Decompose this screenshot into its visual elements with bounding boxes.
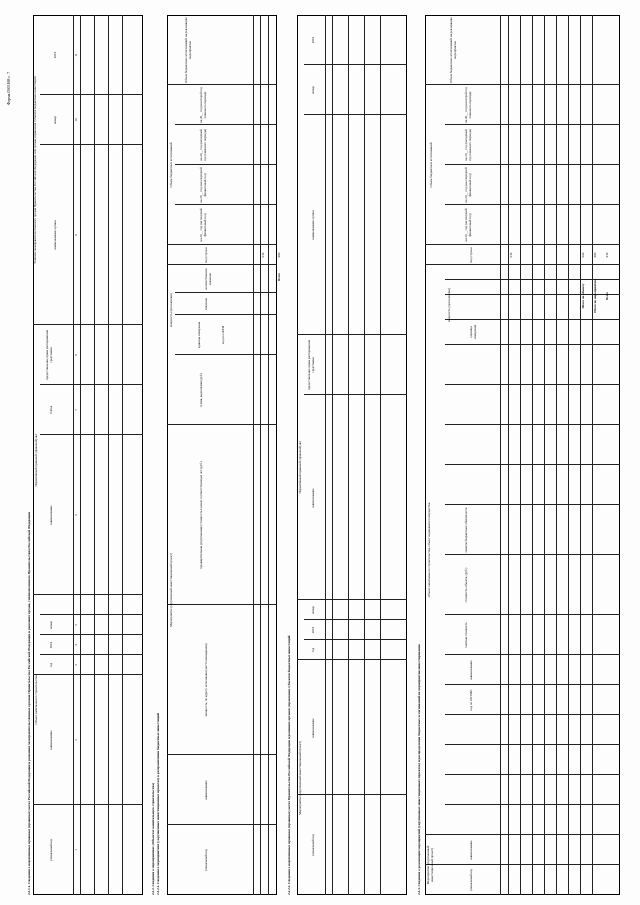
s4-total-all: Всего <box>605 292 609 300</box>
s1-n3: 3 <box>74 664 78 666</box>
s2-unit: единица измерения <box>197 321 201 349</box>
s3-code: уникальный код <box>311 834 315 856</box>
s1-n2: 2 <box>74 739 78 741</box>
s2-vol-2: на 20__ год (на очередной финансовый год) <box>199 167 207 203</box>
s2-vol-3: на 20__ год (на первый год планового периода) <box>199 129 207 161</box>
s4-unit: единица измерения <box>469 324 477 340</box>
s1-year-c: номер <box>49 620 53 630</box>
s1-act-limit: предоставление права распоряжения средствами <box>45 330 53 380</box>
s1-year-a: год <box>49 662 53 668</box>
s4-name: наименование <box>469 840 473 860</box>
s3-year-a: год <box>311 647 315 653</box>
s2-power: мощность (при наличии) <box>169 293 173 327</box>
s4-cost: сметная стоимость <box>464 622 468 648</box>
s2-val: значение <box>204 297 208 311</box>
section1-title: 2.2.1.1. Сведения о нормативных правовых (правовых) актах Российской Федерации и решениях межправительственных органов Правительства Российской Федерации и решениях органа, уполномоченного Правительством Российской Федерации <box>27 512 31 895</box>
s1-code: уникальный код <box>49 839 53 861</box>
s2-code: уникальный код <box>204 849 208 871</box>
s2-vol-header: Объем бюджетных ассигнований <box>169 142 173 188</box>
s1-n1: 1 <box>74 849 78 851</box>
s4-vol-header: Объем бюджетных ассигнований <box>429 142 433 188</box>
s4-stage: наименование <box>469 660 473 680</box>
s3-name: наименование <box>311 718 315 738</box>
s1-n6: 6 <box>74 514 78 516</box>
s3-act-limit: предоставление права распоряжения средствами <box>307 340 315 390</box>
s1-decision: наименование органа <box>53 220 57 250</box>
s2-vol-1: на 20__ год (на текущий финансовый год) <box>199 208 207 242</box>
s2-okei: код по ОКЕИ <box>221 325 225 345</box>
s2-code-010: 010 <box>261 252 265 258</box>
section4-table <box>425 15 620 895</box>
s4-code: уникальный код <box>469 869 473 891</box>
s3-obj-header: Мероприятие (укрупненный инвестиционный проект) <box>298 741 302 815</box>
s4-limit: лимиты бюджетных обязательств <box>464 507 468 553</box>
s1-act-name: наименование <box>49 505 53 525</box>
s2-budget: сумма, выделяемая (руб.) <box>199 372 203 408</box>
section2-title-a: 2.2.2. Сведения о мероприятиях (Объектах капитального строительства) <box>151 782 155 895</box>
section2-title-b: 2.2.2.1. Сведения о мероприятиях (укрупненных инвестиционных проектах) в разграничении бюджетных инвестиций <box>156 713 160 895</box>
section3-title: 2.2.2.2. Сведения о нормативных правовых (правовых) актах Правительства Российской Федерации и решениях органов управления субъектов бюджетных инвестиций <box>287 635 291 895</box>
s4-vol-1: на 20__ год (на текущий финансовый год) <box>464 208 472 242</box>
s1-n5: 5 <box>74 624 78 626</box>
s3-year-col: 2019 <box>311 36 315 44</box>
s4-location: Объект капитального строительства, объект недвижимого имущества <box>427 502 431 598</box>
s3-act-name: наименование <box>311 488 315 508</box>
s4-total-event: Итого по мероприятию <box>593 279 597 313</box>
s4-code-010: 010 <box>509 252 513 258</box>
s1-act-header: Нормативный правовой (правовой) акт <box>34 433 38 487</box>
s1-n9: 9 <box>74 234 78 236</box>
s4-code-910: 910 <box>605 252 609 258</box>
s3-year-c: номер <box>311 605 315 615</box>
s3-year-b: 2019 <box>311 626 315 634</box>
s2-row-code: Код строки <box>204 247 208 263</box>
s1-name: наименование <box>49 730 53 750</box>
s4-vol-3: на 20__ год (на первый год планового периода) <box>464 129 472 161</box>
s2-last-col: Объем бюджетных ассигнований на реализацию мероприятия <box>184 17 192 83</box>
s2-link: предварительная (укрупненная) стоимость в ценах соответствующих лет (руб.) <box>199 461 203 569</box>
form-label: Форма 0505168 с. 7 <box>6 71 11 105</box>
s1-act-strip: статья <box>49 405 53 415</box>
s1-year-col: 2019 <box>53 51 57 59</box>
s4-obj-header: Мероприятие (укрупненный инвестиционный проект) <box>426 845 434 885</box>
s1-year-b: 2019 <box>49 641 53 649</box>
s4-loc-code: код по ОКТМО <box>469 689 473 711</box>
s4-code-900: 900 <box>593 252 597 258</box>
s4-cost2: стоимость объекта, (руб.) <box>464 567 468 603</box>
s2-capacity: мощность, по адресу исполнения (место нахождения) <box>204 643 208 717</box>
s1-grp-header: Решение межправительственного органа Правительства Российской Федерации или органа управления субъекта бюджетных инвестиций <box>33 76 37 264</box>
s3-num: номер <box>311 85 315 95</box>
s2-purpose: Мероприятие (укрупненный инвестиционный проект) <box>169 553 173 627</box>
s1-n4: 4 <box>74 644 78 646</box>
s1-n7: 7 <box>74 409 78 411</box>
s4-last-col: Объем бюджетных ассигнований на реализацию мероприятия <box>449 17 457 83</box>
s4-power: мощность (при наличии) <box>447 288 451 322</box>
s1-n10: 10 <box>74 118 78 122</box>
s4-vol-2: на 20__ год (на очередной финансовый год) <box>464 167 472 203</box>
s3-act-header: Нормативный правовой (правовой) акт <box>298 440 302 494</box>
s2-vol-4: на 20__ год (на второй год планового периода) <box>199 87 207 123</box>
s4-row-code: Код строки <box>469 247 473 263</box>
s2-amount: количественное значение <box>204 268 212 290</box>
s1-n8: 8 <box>74 354 78 356</box>
s1-n11: 11 <box>74 53 78 57</box>
s1-num: номер <box>53 115 57 125</box>
section4-title: 2.2.3. Сведения о реализации мероприятий (укрупненных инвестиционных проектов) и распределения бюджетных ассигнований на мероприятия инвестирования <box>417 644 421 895</box>
s2-name: наименование <box>204 780 208 800</box>
s4-code-020: 020 <box>581 252 585 258</box>
s3-decision: наименование органа <box>311 210 315 240</box>
s2-code-900: 900 <box>277 252 281 258</box>
s2-total: Всего <box>277 273 281 281</box>
s4-total-obj: Итого по объекту <box>581 283 585 309</box>
s1-obj-header: Объект капитального строительства <box>34 675 38 725</box>
s4-vol-4: на 20__ год (на второй год планового периода) <box>464 87 472 123</box>
